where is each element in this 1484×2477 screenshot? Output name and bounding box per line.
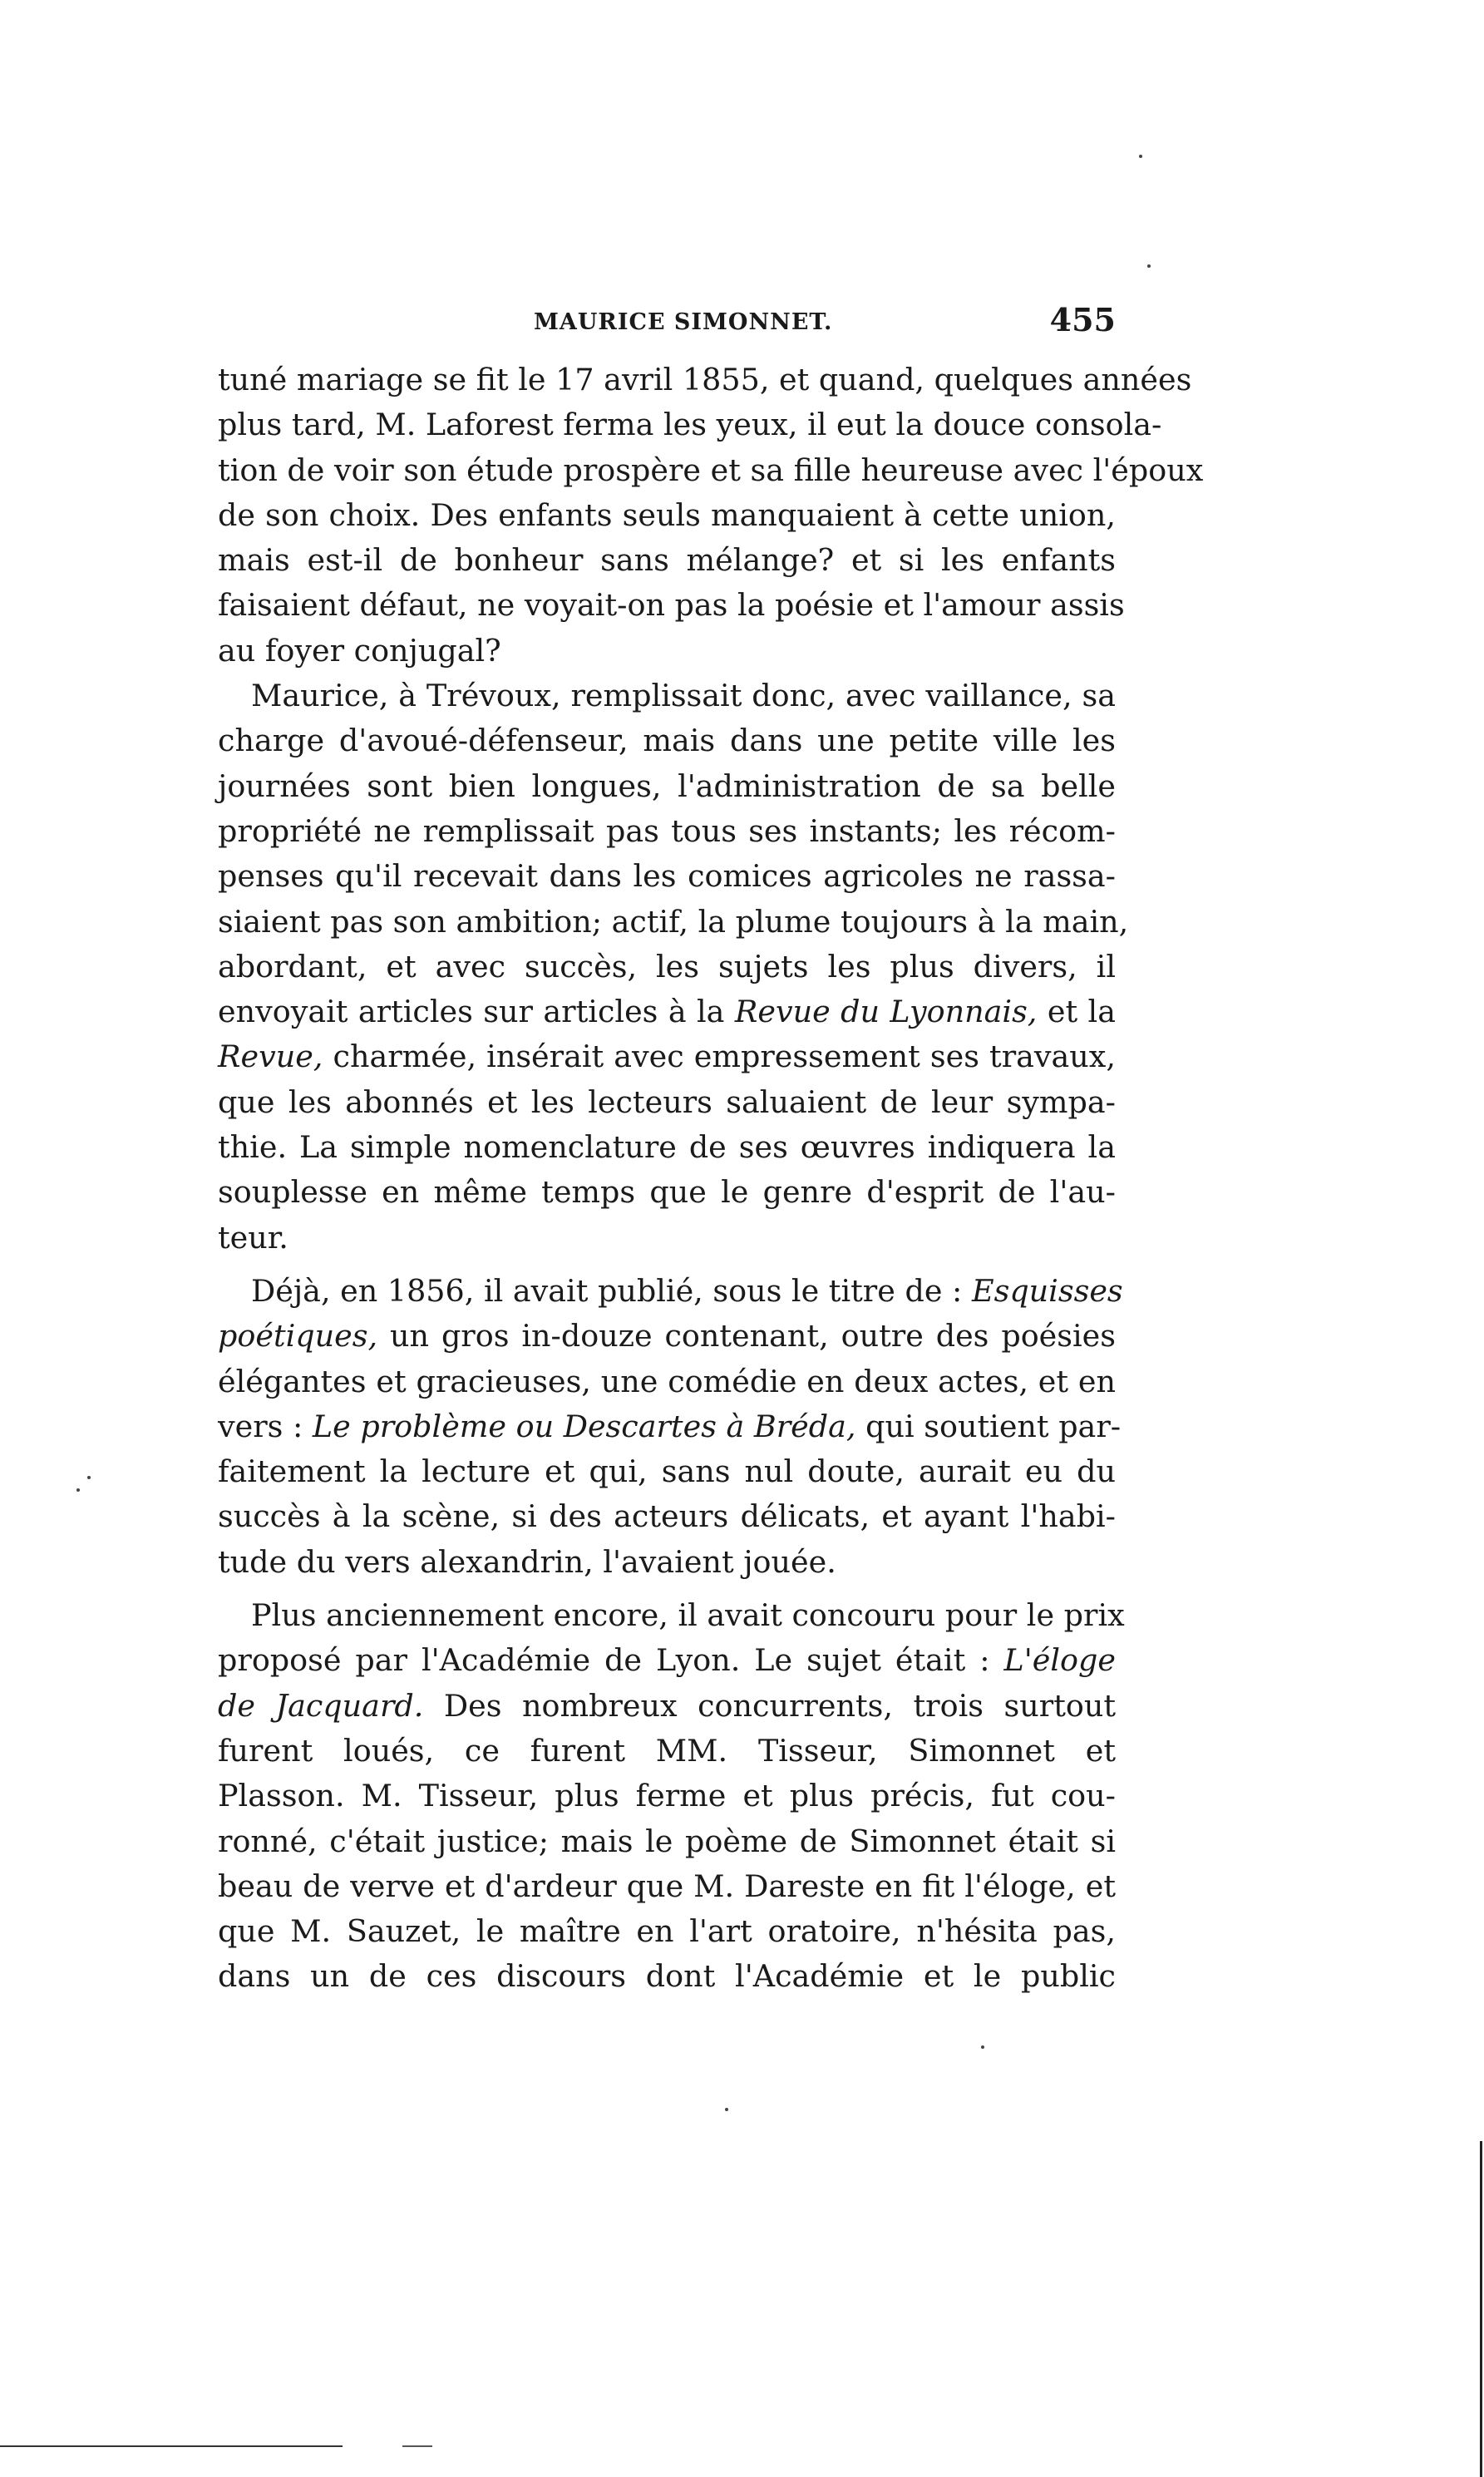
text-line: penses qu'il recevait dans les comices agricoles ne rassa- bbox=[218, 858, 1116, 895]
text-line: souplesse en même temps que le genre d'esprit de l'au- bbox=[218, 1174, 1116, 1211]
journal-title: Revue, bbox=[218, 1039, 323, 1075]
text-line: de son choix. Des enfants seuls manquaient à cette union, bbox=[218, 496, 1116, 533]
footer-rule bbox=[0, 2445, 343, 2447]
text-line: propriété ne remplissait pas tous ses instants; les récom- bbox=[218, 812, 1116, 849]
work-title: de Jacquard. bbox=[218, 1687, 424, 1724]
work-title: poétiques, bbox=[218, 1318, 378, 1354]
text-segment: un gros in-douze contenant, outre des poésies bbox=[390, 1318, 1117, 1354]
text-line: succès à la scène, si des acteurs délicats, et ayant l'habi- bbox=[218, 1498, 1116, 1535]
work-title: L'éloge bbox=[1003, 1642, 1116, 1679]
text-line: que M. Sauzet, le maître en l'art oratoire, n'hésita pas, bbox=[218, 1913, 1116, 1950]
text-line: charge d'avoué-défenseur, mais dans une petite ville les bbox=[218, 723, 1116, 759]
work-title: Esquisses bbox=[971, 1272, 1123, 1309]
text-line: siaient pas son ambition; actif, la plume toujours à la main, bbox=[218, 903, 1129, 940]
text-segment: Déjà, en 1856, il avait publié, sous le titre de : bbox=[251, 1272, 963, 1309]
text-line: plus tard, M. Laforest ferma les yeux, il eut la douce consola- bbox=[218, 407, 1162, 443]
text-segment: qui soutient par- bbox=[865, 1408, 1122, 1444]
running-head-title: MAURICE SIMONNET. bbox=[534, 309, 833, 335]
text-line bbox=[218, 1684, 1116, 1729]
text-line: au foyer conjugal? bbox=[218, 632, 501, 669]
running-head bbox=[218, 301, 1116, 343]
scan-edge-mark bbox=[1480, 2141, 1482, 2477]
text-segment: Des nombreux concurrents, trois surtout bbox=[443, 1687, 1117, 1724]
text-line bbox=[218, 989, 1116, 1034]
text-line: ronné, c'était justice; mais le poème de Simonnet était si bbox=[218, 1823, 1116, 1859]
text-line: tion de voir son étude prospère et sa fille heureuse avec l'époux bbox=[218, 451, 1204, 488]
text-line bbox=[218, 1269, 1123, 1314]
text-line: faitement la lecture et qui, sans nul doute, aurait eu du bbox=[218, 1453, 1116, 1490]
footer-rule-short bbox=[402, 2445, 432, 2447]
page-number: 455 bbox=[1049, 301, 1116, 338]
text-line: tuné mariage se fit le 17 avril 1855, et quand, quelques années bbox=[218, 362, 1192, 397]
scan-speck bbox=[1139, 155, 1142, 158]
scan-speck bbox=[87, 1476, 91, 1479]
text-line: élégantes et gracieuses, une comédie en deux actes, et en bbox=[218, 1363, 1116, 1399]
text-line: journées sont bien longues, l'administration de sa belle bbox=[218, 767, 1116, 804]
text-line bbox=[218, 1314, 1116, 1359]
scan-speck bbox=[725, 2108, 728, 2111]
text-segment: proposé par l'Académie de Lyon. Le sujet était : bbox=[218, 1642, 990, 1679]
text-line: faisaient défaut, ne voyait-on pas la poésie et l'amour assis bbox=[218, 587, 1125, 624]
text-line: abordant, et avec succès, les sujets les plus divers, il bbox=[218, 948, 1116, 984]
text-line bbox=[218, 1034, 1116, 1079]
text-line bbox=[218, 1404, 1122, 1449]
text-line: Maurice, à Trévoux, remplissait donc, avec vaillance, sa bbox=[251, 678, 1116, 714]
text-line: tude du vers alexandrin, l'avaient jouée. bbox=[218, 1543, 836, 1580]
text-segment: charmée, insérait avec empressement ses travaux, bbox=[333, 1039, 1116, 1075]
text-line: furent loués, ce furent MM. Tisseur, Simonnet et bbox=[218, 1732, 1116, 1769]
journal-title: Revue du Lyonnais, bbox=[734, 994, 1038, 1030]
scan-speck bbox=[981, 2045, 984, 2049]
text-line: Plasson. M. Tisseur, plus ferme et plus précis, fut cou- bbox=[218, 1778, 1116, 1814]
text-segment: et la bbox=[1047, 994, 1116, 1030]
text-line: que les abonnés et les lecteurs saluaient de leur sympa- bbox=[218, 1083, 1116, 1120]
text-line: teur. bbox=[218, 1219, 288, 1256]
text-line: mais est-il de bonheur sans mélange? et si les enfants bbox=[218, 542, 1116, 579]
scan-speck bbox=[1147, 264, 1151, 268]
scan-speck bbox=[76, 1488, 80, 1492]
text-line: beau de verve et d'ardeur que M. Dareste en fit l'éloge, et bbox=[218, 1868, 1116, 1904]
text-segment: vers : bbox=[218, 1408, 303, 1444]
work-title: Le problème ou Descartes à Bréda, bbox=[312, 1408, 856, 1444]
text-line: thie. La simple nomenclature de ses œuvres indiquera la bbox=[218, 1129, 1116, 1166]
text-segment: envoyait articles sur articles à la bbox=[218, 994, 725, 1030]
text-line: Plus anciennement encore, il avait concouru pour le prix bbox=[251, 1597, 1125, 1634]
text-line bbox=[218, 1638, 1116, 1683]
text-line: dans un de ces discours dont l'Académie et le public bbox=[218, 1958, 1116, 1995]
body-text bbox=[218, 358, 1204, 2000]
